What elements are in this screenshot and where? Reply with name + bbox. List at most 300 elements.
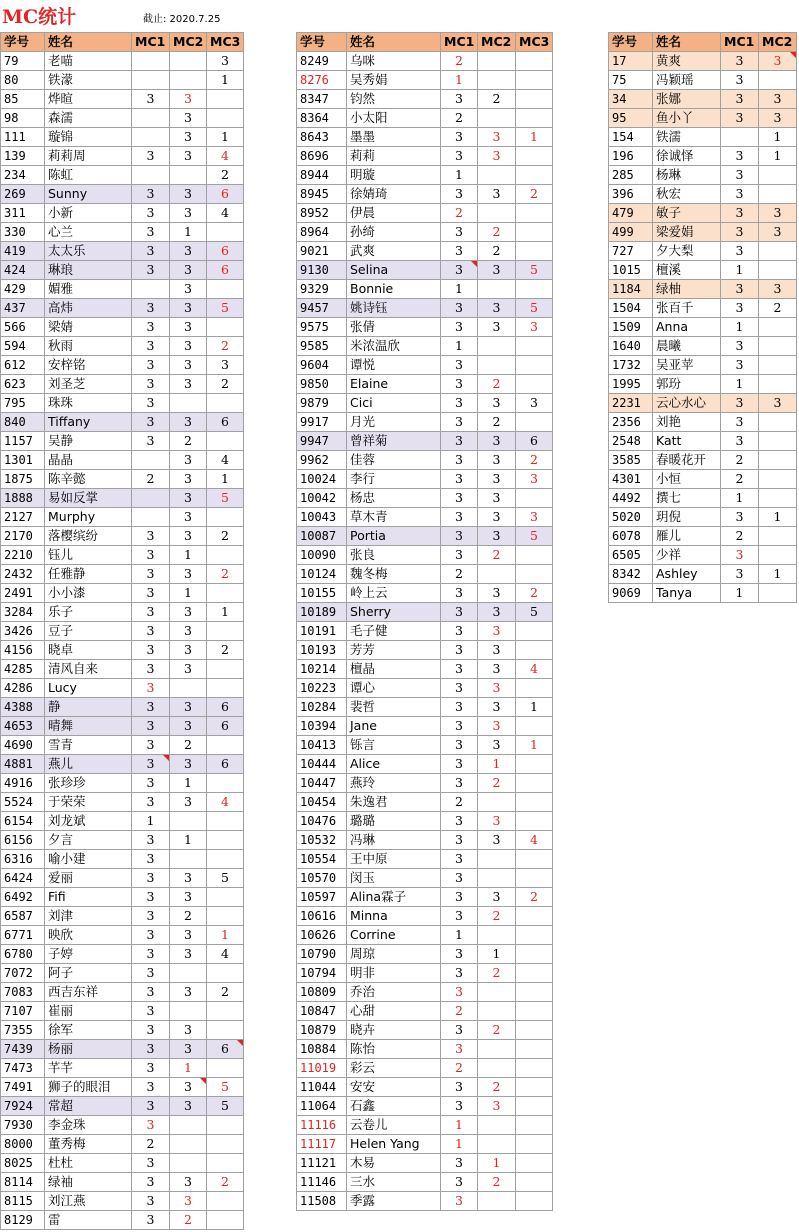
- cell-name[interactable]: 燕玲: [347, 774, 441, 793]
- cell-mc2[interactable]: 1: [759, 147, 797, 166]
- cell-mc3[interactable]: 5: [207, 299, 244, 318]
- cell-mc2[interactable]: 1: [170, 831, 207, 850]
- cell-mc3[interactable]: [516, 774, 553, 793]
- cell-mc2[interactable]: 3: [478, 185, 516, 204]
- cell-mc1[interactable]: 3: [132, 90, 170, 109]
- cell-mc1[interactable]: 3: [441, 869, 478, 888]
- cell-name[interactable]: 小小漆: [45, 584, 132, 603]
- cell-name[interactable]: 郭玢: [653, 375, 721, 394]
- cell-mc2[interactable]: [478, 280, 516, 299]
- cell-mc1[interactable]: 3: [132, 1097, 170, 1116]
- cell-mc3[interactable]: 6: [516, 432, 553, 451]
- cell-name[interactable]: 崔丽: [45, 1002, 132, 1021]
- cell-mc3[interactable]: 2: [207, 565, 244, 584]
- cell-student-id[interactable]: 9850: [297, 375, 347, 394]
- cell-student-id[interactable]: 9575: [297, 318, 347, 337]
- cell-student-id[interactable]: 2491: [1, 584, 45, 603]
- cell-name[interactable]: Selina: [347, 261, 441, 280]
- cell-mc2[interactable]: [759, 432, 797, 451]
- cell-name[interactable]: 乔治: [347, 983, 441, 1002]
- cell-student-id[interactable]: 6156: [1, 831, 45, 850]
- cell-mc2[interactable]: 2: [478, 242, 516, 261]
- cell-name[interactable]: 杨忠: [347, 489, 441, 508]
- cell-student-id[interactable]: 7924: [1, 1097, 45, 1116]
- cell-mc1[interactable]: 3: [441, 527, 478, 546]
- cell-mc3[interactable]: [516, 1021, 553, 1040]
- cell-mc2[interactable]: 3: [170, 128, 207, 147]
- cell-mc1[interactable]: [132, 166, 170, 185]
- cell-student-id[interactable]: 98: [1, 109, 45, 128]
- cell-student-id[interactable]: 10087: [297, 527, 347, 546]
- cell-mc2[interactable]: 2: [478, 1078, 516, 1097]
- cell-mc2[interactable]: 3: [478, 432, 516, 451]
- cell-student-id[interactable]: 79: [1, 52, 45, 71]
- cell-name[interactable]: 木易: [347, 1154, 441, 1173]
- cell-student-id[interactable]: 7083: [1, 983, 45, 1002]
- cell-mc3[interactable]: 6: [207, 413, 244, 432]
- cell-mc1[interactable]: 3: [441, 679, 478, 698]
- cell-name[interactable]: 朱逸君: [347, 793, 441, 812]
- col-header-id[interactable]: 学号: [297, 33, 347, 52]
- cell-mc3[interactable]: 5: [207, 1097, 244, 1116]
- cell-mc1[interactable]: 3: [132, 318, 170, 337]
- cell-name[interactable]: 清风自来: [45, 660, 132, 679]
- cell-mc3[interactable]: 1: [207, 603, 244, 622]
- cell-mc1[interactable]: 3: [721, 90, 759, 109]
- cell-name[interactable]: 刘圣芝: [45, 375, 132, 394]
- cell-student-id[interactable]: 1875: [1, 470, 45, 489]
- cell-mc1[interactable]: 1: [441, 166, 478, 185]
- cell-student-id[interactable]: 10193: [297, 641, 347, 660]
- cell-student-id[interactable]: 2432: [1, 565, 45, 584]
- cell-name[interactable]: 铄言: [347, 736, 441, 755]
- cell-mc2[interactable]: 3: [478, 888, 516, 907]
- cell-student-id[interactable]: 2548: [609, 432, 653, 451]
- cell-name[interactable]: 刘津: [45, 907, 132, 926]
- cell-mc2[interactable]: 2: [170, 736, 207, 755]
- cell-mc1[interactable]: 1: [721, 261, 759, 280]
- cell-mc3[interactable]: [516, 641, 553, 660]
- cell-mc1[interactable]: 3: [441, 508, 478, 527]
- cell-mc2[interactable]: 3: [170, 1021, 207, 1040]
- cell-mc3[interactable]: [516, 546, 553, 565]
- cell-mc3[interactable]: [516, 565, 553, 584]
- cell-name[interactable]: 映欣: [45, 926, 132, 945]
- cell-mc2[interactable]: [478, 337, 516, 356]
- cell-name[interactable]: 毛子健: [347, 622, 441, 641]
- cell-mc1[interactable]: 3: [721, 185, 759, 204]
- cell-mc2[interactable]: 3: [170, 641, 207, 660]
- cell-name[interactable]: 徐诚怿: [653, 147, 721, 166]
- cell-mc3[interactable]: [516, 280, 553, 299]
- cell-mc3[interactable]: 3: [207, 356, 244, 375]
- cell-student-id[interactable]: 566: [1, 318, 45, 337]
- cell-student-id[interactable]: 311: [1, 204, 45, 223]
- cell-mc2[interactable]: [478, 1116, 516, 1135]
- cell-mc1[interactable]: 3: [721, 546, 759, 565]
- cell-student-id[interactable]: 3426: [1, 622, 45, 641]
- cell-mc1[interactable]: 3: [441, 717, 478, 736]
- cell-student-id[interactable]: 5020: [609, 508, 653, 527]
- cell-mc3[interactable]: 5: [207, 489, 244, 508]
- cell-mc3[interactable]: 5: [516, 527, 553, 546]
- cell-mc3[interactable]: 2: [516, 584, 553, 603]
- cell-mc2[interactable]: [478, 793, 516, 812]
- cell-mc2[interactable]: 3: [170, 413, 207, 432]
- cell-mc2[interactable]: [170, 71, 207, 90]
- cell-mc1[interactable]: 3: [132, 261, 170, 280]
- cell-mc3[interactable]: [207, 774, 244, 793]
- cell-mc1[interactable]: 2: [441, 109, 478, 128]
- cell-mc3[interactable]: 3: [516, 470, 553, 489]
- cell-student-id[interactable]: 4286: [1, 679, 45, 698]
- cell-name[interactable]: 小太阳: [347, 109, 441, 128]
- cell-name[interactable]: 徐婧琦: [347, 185, 441, 204]
- cell-mc2[interactable]: 3: [478, 584, 516, 603]
- cell-mc3[interactable]: [516, 147, 553, 166]
- cell-student-id[interactable]: 7473: [1, 1059, 45, 1078]
- col-header-mc1[interactable]: MC1: [721, 33, 759, 52]
- cell-student-id[interactable]: 10794: [297, 964, 347, 983]
- cell-name[interactable]: 落樱缤纷: [45, 527, 132, 546]
- cell-mc2[interactable]: 3: [478, 147, 516, 166]
- cell-student-id[interactable]: 1504: [609, 299, 653, 318]
- cell-student-id[interactable]: 9585: [297, 337, 347, 356]
- cell-student-id[interactable]: 4690: [1, 736, 45, 755]
- cell-mc1[interactable]: 3: [132, 413, 170, 432]
- cell-student-id[interactable]: 10616: [297, 907, 347, 926]
- cell-mc2[interactable]: 3: [478, 470, 516, 489]
- cell-name[interactable]: 莉莉周: [45, 147, 132, 166]
- cell-student-id[interactable]: 4388: [1, 698, 45, 717]
- cell-student-id[interactable]: 8114: [1, 1173, 45, 1192]
- cell-mc1[interactable]: 3: [132, 907, 170, 926]
- cell-name[interactable]: 张娜: [653, 90, 721, 109]
- cell-student-id[interactable]: 7439: [1, 1040, 45, 1059]
- cell-name[interactable]: 武爽: [347, 242, 441, 261]
- cell-name[interactable]: 明璇: [347, 166, 441, 185]
- cell-mc1[interactable]: 3: [721, 565, 759, 584]
- cell-mc2[interactable]: 1: [170, 223, 207, 242]
- cell-mc1[interactable]: 3: [721, 71, 759, 90]
- cell-mc1[interactable]: 3: [132, 299, 170, 318]
- cell-mc2[interactable]: 3: [759, 90, 797, 109]
- cell-student-id[interactable]: 10042: [297, 489, 347, 508]
- cell-mc1[interactable]: 3: [132, 793, 170, 812]
- cell-student-id[interactable]: 85: [1, 90, 45, 109]
- cell-mc1[interactable]: 1: [721, 489, 759, 508]
- cell-student-id[interactable]: 9604: [297, 356, 347, 375]
- cell-mc2[interactable]: [478, 166, 516, 185]
- col-header-id[interactable]: 学号: [609, 33, 653, 52]
- cell-mc3[interactable]: [516, 793, 553, 812]
- cell-student-id[interactable]: 6492: [1, 888, 45, 907]
- cell-name[interactable]: 李行: [347, 470, 441, 489]
- cell-name[interactable]: 静: [45, 698, 132, 717]
- cell-student-id[interactable]: 8945: [297, 185, 347, 204]
- cell-mc3[interactable]: 2: [207, 1173, 244, 1192]
- cell-name[interactable]: 芊芊: [45, 1059, 132, 1078]
- cell-name[interactable]: 黄爽: [653, 52, 721, 71]
- cell-name[interactable]: 阿子: [45, 964, 132, 983]
- cell-mc2[interactable]: 3: [170, 926, 207, 945]
- cell-mc2[interactable]: 3: [478, 736, 516, 755]
- cell-mc3[interactable]: 2: [516, 451, 553, 470]
- cell-name[interactable]: 心兰: [45, 223, 132, 242]
- cell-mc3[interactable]: [207, 1021, 244, 1040]
- cell-mc1[interactable]: [132, 71, 170, 90]
- cell-name[interactable]: Sherry: [347, 603, 441, 622]
- cell-mc3[interactable]: [516, 1192, 553, 1211]
- cell-mc2[interactable]: [759, 242, 797, 261]
- cell-mc2[interactable]: [759, 584, 797, 603]
- col-header-mc3[interactable]: MC3: [516, 33, 553, 52]
- cell-name[interactable]: 杨琳: [653, 166, 721, 185]
- cell-student-id[interactable]: 8696: [297, 147, 347, 166]
- cell-mc1[interactable]: 3: [441, 489, 478, 508]
- cell-mc1[interactable]: 3: [132, 394, 170, 413]
- cell-mc2[interactable]: 3: [478, 508, 516, 527]
- cell-mc1[interactable]: 3: [132, 1078, 170, 1097]
- cell-name[interactable]: 燕儿: [45, 755, 132, 774]
- cell-mc1[interactable]: 3: [721, 204, 759, 223]
- cell-mc3[interactable]: [516, 242, 553, 261]
- cell-name[interactable]: 晓卓: [45, 641, 132, 660]
- cell-mc1[interactable]: 3: [132, 964, 170, 983]
- cell-mc3[interactable]: 6: [207, 242, 244, 261]
- cell-mc2[interactable]: 3: [759, 52, 797, 71]
- cell-student-id[interactable]: 9069: [609, 584, 653, 603]
- cell-mc1[interactable]: 3: [441, 907, 478, 926]
- cell-mc2[interactable]: 1: [759, 565, 797, 584]
- cell-mc2[interactable]: [759, 185, 797, 204]
- cell-mc3[interactable]: 6: [207, 755, 244, 774]
- cell-mc2[interactable]: 2: [478, 1173, 516, 1192]
- cell-mc3[interactable]: [516, 109, 553, 128]
- cell-mc3[interactable]: [207, 736, 244, 755]
- cell-name[interactable]: 季露: [347, 1192, 441, 1211]
- cell-name[interactable]: 豆子: [45, 622, 132, 641]
- cell-mc2[interactable]: [478, 356, 516, 375]
- cell-mc3[interactable]: 4: [207, 204, 244, 223]
- cell-student-id[interactable]: 594: [1, 337, 45, 356]
- cell-name[interactable]: Jane: [347, 717, 441, 736]
- cell-mc3[interactable]: [207, 1192, 244, 1211]
- cell-student-id[interactable]: 2231: [609, 394, 653, 413]
- cell-mc3[interactable]: 4: [207, 451, 244, 470]
- cell-mc2[interactable]: 3: [478, 603, 516, 622]
- cell-name[interactable]: 雁儿: [653, 527, 721, 546]
- cell-mc2[interactable]: 3: [170, 1173, 207, 1192]
- cell-mc3[interactable]: [516, 1097, 553, 1116]
- cell-mc1[interactable]: 2: [721, 451, 759, 470]
- cell-mc2[interactable]: 3: [170, 489, 207, 508]
- cell-name[interactable]: Corrine: [347, 926, 441, 945]
- cell-mc1[interactable]: 3: [132, 717, 170, 736]
- cell-mc2[interactable]: [478, 850, 516, 869]
- cell-mc3[interactable]: [207, 584, 244, 603]
- cell-mc1[interactable]: 3: [441, 850, 478, 869]
- cell-student-id[interactable]: 8276: [297, 71, 347, 90]
- cell-mc1[interactable]: 3: [132, 432, 170, 451]
- cell-student-id[interactable]: 6771: [1, 926, 45, 945]
- cell-mc2[interactable]: [759, 318, 797, 337]
- cell-student-id[interactable]: 727: [609, 242, 653, 261]
- cell-student-id[interactable]: 10626: [297, 926, 347, 945]
- cell-mc2[interactable]: 1: [478, 755, 516, 774]
- cell-student-id[interactable]: 3284: [1, 603, 45, 622]
- cell-name[interactable]: 陈虹: [45, 166, 132, 185]
- cell-name[interactable]: 张良: [347, 546, 441, 565]
- cell-mc1[interactable]: 3: [132, 546, 170, 565]
- cell-mc3[interactable]: [207, 223, 244, 242]
- cell-student-id[interactable]: 2356: [609, 413, 653, 432]
- cell-mc2[interactable]: 3: [759, 204, 797, 223]
- cell-student-id[interactable]: 419: [1, 242, 45, 261]
- cell-mc2[interactable]: 3: [170, 90, 207, 109]
- cell-name[interactable]: 春暖花开: [653, 451, 721, 470]
- cell-mc3[interactable]: [207, 394, 244, 413]
- cell-name[interactable]: 莉莉: [347, 147, 441, 166]
- cell-name[interactable]: 任雅静: [45, 565, 132, 584]
- cell-mc2[interactable]: 2: [478, 774, 516, 793]
- cell-mc1[interactable]: 1: [441, 1135, 478, 1154]
- cell-name[interactable]: 陈怡: [347, 1040, 441, 1059]
- cell-student-id[interactable]: 7930: [1, 1116, 45, 1135]
- cell-mc3[interactable]: [207, 660, 244, 679]
- cell-student-id[interactable]: 4653: [1, 717, 45, 736]
- cell-mc2[interactable]: [478, 71, 516, 90]
- cell-mc3[interactable]: [207, 812, 244, 831]
- cell-mc1[interactable]: 3: [132, 926, 170, 945]
- cell-mc2[interactable]: 3: [478, 128, 516, 147]
- cell-name[interactable]: Elaine: [347, 375, 441, 394]
- cell-name[interactable]: 闵玉: [347, 869, 441, 888]
- cell-student-id[interactable]: 479: [609, 204, 653, 223]
- cell-name[interactable]: 钧然: [347, 90, 441, 109]
- cell-mc3[interactable]: [207, 546, 244, 565]
- cell-mc1[interactable]: 3: [441, 299, 478, 318]
- cell-name[interactable]: 秋宏: [653, 185, 721, 204]
- cell-name[interactable]: 冯颖瑶: [653, 71, 721, 90]
- cell-mc3[interactable]: [207, 1116, 244, 1135]
- cell-mc1[interactable]: 1: [132, 812, 170, 831]
- cell-mc2[interactable]: 1: [170, 546, 207, 565]
- cell-student-id[interactable]: 8342: [609, 565, 653, 584]
- cell-name[interactable]: 石鑫: [347, 1097, 441, 1116]
- cell-name[interactable]: 夕大梨: [653, 242, 721, 261]
- cell-student-id[interactable]: 8643: [297, 128, 347, 147]
- cell-mc1[interactable]: 3: [441, 128, 478, 147]
- cell-mc2[interactable]: 3: [170, 470, 207, 489]
- cell-mc2[interactable]: 3: [478, 261, 516, 280]
- cell-mc1[interactable]: 3: [721, 508, 759, 527]
- cell-mc3[interactable]: [516, 622, 553, 641]
- cell-name[interactable]: 夕言: [45, 831, 132, 850]
- cell-mc1[interactable]: 3: [441, 774, 478, 793]
- cell-student-id[interactable]: 34: [609, 90, 653, 109]
- cell-student-id[interactable]: 1995: [609, 375, 653, 394]
- cell-mc3[interactable]: 6: [207, 698, 244, 717]
- cell-mc3[interactable]: [516, 679, 553, 698]
- cell-name[interactable]: Ashley: [653, 565, 721, 584]
- cell-student-id[interactable]: 10413: [297, 736, 347, 755]
- cell-name[interactable]: 少祥: [653, 546, 721, 565]
- cell-mc3[interactable]: [207, 850, 244, 869]
- cell-mc2[interactable]: 3: [170, 755, 207, 774]
- cell-mc3[interactable]: [516, 1059, 553, 1078]
- cell-mc3[interactable]: [207, 888, 244, 907]
- cell-student-id[interactable]: 4285: [1, 660, 45, 679]
- cell-name[interactable]: 小新: [45, 204, 132, 223]
- cell-mc1[interactable]: 3: [441, 451, 478, 470]
- cell-mc1[interactable]: 3: [441, 413, 478, 432]
- cell-mc3[interactable]: [516, 223, 553, 242]
- cell-mc2[interactable]: 1: [478, 945, 516, 964]
- cell-mc2[interactable]: [478, 204, 516, 223]
- cell-mc1[interactable]: 3: [132, 698, 170, 717]
- cell-mc2[interactable]: [478, 109, 516, 128]
- cell-mc1[interactable]: [721, 128, 759, 147]
- cell-mc2[interactable]: 3: [170, 527, 207, 546]
- cell-student-id[interactable]: 10847: [297, 1002, 347, 1021]
- cell-name[interactable]: 徐军: [45, 1021, 132, 1040]
- cell-mc3[interactable]: 5: [516, 603, 553, 622]
- cell-mc3[interactable]: [207, 280, 244, 299]
- col-header-mc1[interactable]: MC1: [132, 33, 170, 52]
- cell-student-id[interactable]: 8952: [297, 204, 347, 223]
- cell-name[interactable]: Lucy: [45, 679, 132, 698]
- cell-mc2[interactable]: 3: [170, 242, 207, 261]
- cell-mc2[interactable]: [759, 375, 797, 394]
- cell-mc3[interactable]: [516, 52, 553, 71]
- cell-name[interactable]: 杨丽: [45, 1040, 132, 1059]
- cell-mc2[interactable]: 3: [170, 1097, 207, 1116]
- cell-mc1[interactable]: 3: [132, 242, 170, 261]
- cell-mc2[interactable]: 3: [170, 603, 207, 622]
- cell-mc1[interactable]: 2: [441, 52, 478, 71]
- cell-name[interactable]: 姚诗钰: [347, 299, 441, 318]
- cell-student-id[interactable]: 10597: [297, 888, 347, 907]
- cell-name[interactable]: 铁濛: [45, 71, 132, 90]
- cell-student-id[interactable]: 1184: [609, 280, 653, 299]
- cell-mc3[interactable]: [207, 1002, 244, 1021]
- cell-name[interactable]: 吴亚苹: [653, 356, 721, 375]
- cell-mc1[interactable]: 3: [132, 945, 170, 964]
- cell-student-id[interactable]: 6780: [1, 945, 45, 964]
- cell-mc3[interactable]: [516, 90, 553, 109]
- cell-student-id[interactable]: 10790: [297, 945, 347, 964]
- cell-name[interactable]: 晨曦: [653, 337, 721, 356]
- cell-mc2[interactable]: 2: [478, 223, 516, 242]
- cell-mc2[interactable]: 3: [478, 698, 516, 717]
- cell-name[interactable]: Murphy: [45, 508, 132, 527]
- cell-mc1[interactable]: [132, 280, 170, 299]
- cell-student-id[interactable]: 6424: [1, 869, 45, 888]
- cell-mc2[interactable]: [478, 565, 516, 584]
- cell-student-id[interactable]: 1509: [609, 318, 653, 337]
- cell-mc2[interactable]: [170, 166, 207, 185]
- cell-mc3[interactable]: 5: [207, 869, 244, 888]
- cell-mc1[interactable]: 3: [132, 603, 170, 622]
- cell-mc1[interactable]: 2: [721, 527, 759, 546]
- cell-student-id[interactable]: 11116: [297, 1116, 347, 1135]
- cell-student-id[interactable]: 10444: [297, 755, 347, 774]
- cell-mc3[interactable]: 3: [516, 394, 553, 413]
- cell-student-id[interactable]: 10189: [297, 603, 347, 622]
- cell-name[interactable]: 梁爱娟: [653, 223, 721, 242]
- cell-mc1[interactable]: [132, 109, 170, 128]
